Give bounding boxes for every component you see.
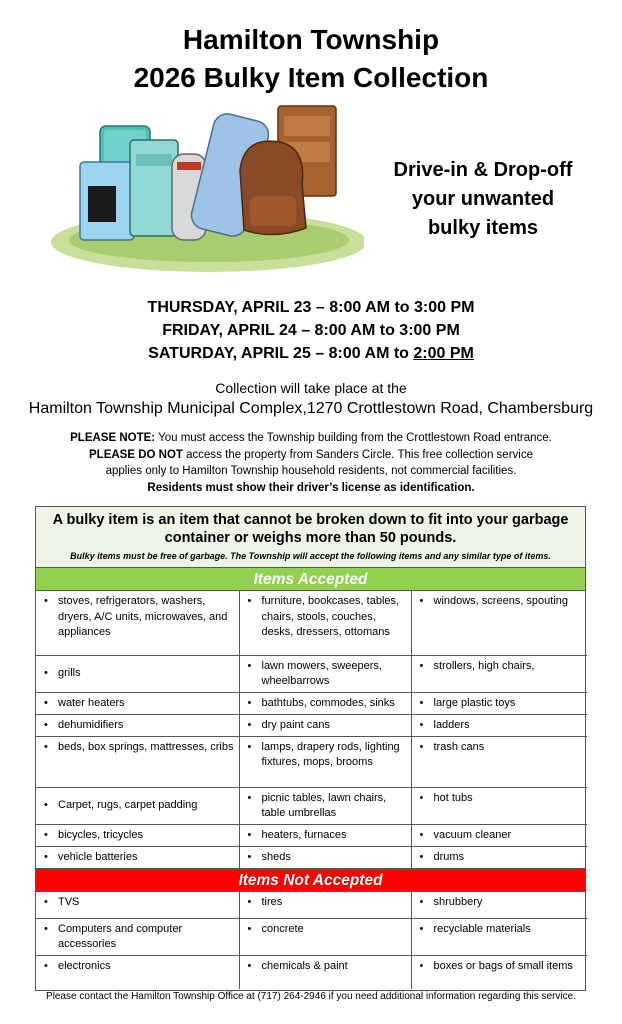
bullet-icon: • (419, 850, 424, 863)
item-text: ladders (433, 718, 470, 731)
list-item (36, 714, 239, 736)
items-box (35, 506, 586, 991)
notice-label-2: PLEASE DO NOT (89, 448, 183, 461)
notice-line-4: Residents must show their driver’s license as identification. (147, 481, 475, 494)
item-text: windows, screens, spouting (433, 595, 569, 607)
list-item (239, 918, 411, 955)
list-item (239, 655, 411, 692)
table-row (36, 787, 587, 824)
bullet-icon: • (247, 850, 252, 863)
list-item (239, 787, 411, 824)
bullet-icon: • (419, 718, 424, 731)
item-text: furniture, bookcases, tables, chairs, stools, couches, desks, dressers, ottomans (261, 595, 400, 638)
list-item (239, 736, 411, 787)
notice-line-3: applies only to Hamilton Township household residents, not commercial facilities. (105, 465, 517, 477)
item-text: boxes or bags of small items (433, 959, 573, 972)
list-item (239, 846, 411, 868)
bullet-icon: • (247, 828, 252, 841)
list-item (36, 692, 239, 714)
table-row (36, 655, 587, 692)
list-item (411, 736, 587, 787)
list-item (411, 824, 587, 846)
notice-text-1: You must access the Township building from the Crottlestown Road entrance. (155, 432, 552, 444)
item-text: chemicals & paint (261, 959, 348, 972)
item-text: bicycles, tricycles (58, 828, 143, 841)
item-text: electronics (58, 959, 111, 972)
table-row (36, 918, 587, 955)
page-subtitle: 2026 Bulky Item Collection (133, 62, 489, 93)
list-item (36, 736, 239, 787)
bullet-icon: • (44, 718, 48, 731)
bullet-icon: • (247, 696, 252, 709)
item-text: tires (261, 896, 283, 908)
item-text: stoves, refrigerators, washers, dryers, A/C units, microwaves, and appliances (58, 595, 228, 638)
bullet-icon: • (419, 896, 424, 908)
item-text: hot tubs (433, 791, 473, 804)
dropoff-line-3: bulky items (427, 217, 539, 239)
definition-sub: Bulky items must be free of garbage. The Township will accept the following items and any similar type of items. (70, 551, 551, 561)
bullet-icon: • (44, 828, 48, 841)
list-item (411, 955, 587, 989)
list-item (36, 955, 239, 989)
item-text: shrubbery (433, 896, 483, 908)
bullet-icon: • (419, 922, 424, 935)
definition-main: A bulky item is an item that cannot be broken down to fit into your garbage container or weighs more than 50 pounds. (52, 512, 569, 546)
date-friday: FRIDAY, APRIL 24 – 8:00 AM to 3:00 PM (162, 322, 460, 339)
list-item (411, 892, 587, 918)
table-row (36, 692, 587, 714)
list-item (36, 824, 239, 846)
bullet-icon: • (419, 959, 424, 972)
list-item (239, 955, 411, 989)
item-text: heaters, furnaces (261, 828, 347, 841)
contact-footer: Please contact the Hamilton Township Office at (717) 264-2946 if you need additional information regarding this service. (46, 991, 576, 1002)
list-item (411, 787, 587, 824)
bullet-icon: • (44, 959, 48, 972)
table-row (36, 591, 587, 655)
item-text: beds, box springs, mattresses, cribs (58, 740, 234, 753)
list-item (36, 918, 239, 955)
list-item (36, 655, 239, 692)
accepted-table (36, 591, 587, 868)
list-item (36, 591, 239, 655)
bullet-icon: • (44, 740, 48, 753)
bullet-icon: • (247, 896, 252, 908)
bullet-icon: • (419, 740, 424, 753)
list-item (411, 591, 587, 655)
list-item (239, 692, 411, 714)
item-text: dry paint cans (261, 718, 330, 731)
item-text: bathtubs, commodes, sinks (261, 696, 395, 709)
location-address: Hamilton Township Municipal Complex,1270 Crottlestown Road, Chambersburg (28, 400, 594, 417)
table-row (36, 736, 587, 787)
list-item (36, 846, 239, 868)
page-title: Hamilton Township (182, 24, 440, 55)
bullet-icon: • (44, 667, 48, 680)
date-saturday (0, 342, 622, 365)
bullet-icon: • (419, 828, 424, 841)
item-text: Carpet, rugs, carpet padding (58, 799, 198, 812)
dropoff-callout (368, 156, 598, 243)
item-text: drums (433, 850, 465, 863)
date-thursday: THURSDAY, APRIL 23 – 8:00 AM to 3:00 PM (147, 299, 475, 316)
item-text: sheds (261, 850, 291, 863)
bullet-icon: • (44, 696, 48, 709)
item-text: trash cans (433, 740, 485, 753)
list-item (239, 824, 411, 846)
bullet-icon: • (247, 922, 252, 935)
item-text: lamps, drapery rods, lighting fixtures, mops, brooms (261, 740, 400, 768)
location-intro: Collection will take place at the (215, 380, 407, 396)
collection-dates (0, 296, 622, 365)
list-item (411, 846, 587, 868)
item-text: vehicle batteries (58, 851, 138, 863)
item-text: grills (58, 667, 81, 680)
notice-block (20, 430, 602, 496)
bullet-icon: • (44, 851, 48, 863)
item-text: strollers, high chairs, (433, 659, 535, 672)
notice-line-1 (20, 430, 602, 447)
item-text: Computers and computer accessories (58, 922, 183, 950)
table-row (36, 714, 587, 736)
list-item (239, 714, 411, 736)
item-text: picnic tables, lawn chairs, table umbrellas (261, 791, 387, 819)
not-accepted-header: Items Not Accepted (36, 868, 585, 892)
notice-line-2 (20, 447, 602, 464)
item-text: large plastic toys (433, 696, 516, 709)
bullet-icon: • (247, 959, 252, 972)
bullet-icon: • (247, 718, 252, 731)
date-saturday-start: SATURDAY, APRIL 25 – 8:00 AM to (148, 345, 414, 362)
item-text: lawn mowers, sweepers, wheelbarrows (261, 659, 382, 687)
date-saturday-end: 2:00 PM (413, 345, 474, 362)
list-item (36, 787, 239, 824)
bulky-definition (36, 507, 585, 567)
item-text: dehumidifiers (58, 718, 124, 731)
list-item (239, 892, 411, 918)
table-row (36, 892, 587, 918)
notice-label-1: PLEASE NOTE: (70, 432, 156, 444)
list-item (36, 892, 239, 918)
accepted-header: Items Accepted (36, 567, 585, 591)
bullet-icon: • (44, 799, 48, 812)
list-item (411, 714, 587, 736)
item-text: TVS (58, 896, 80, 908)
dropoff-line-1: Drive-in & Drop-off (393, 159, 573, 181)
table-row (36, 846, 587, 868)
item-text: concrete (261, 922, 304, 935)
list-item (239, 591, 411, 655)
table-row (36, 955, 587, 989)
bullet-icon: • (44, 595, 48, 607)
bulky-items-illustration (44, 100, 364, 278)
not-accepted-table (36, 892, 587, 989)
bullet-icon: • (247, 740, 252, 753)
item-text: recyclable materials (433, 922, 531, 935)
item-text: water heaters (58, 696, 125, 709)
table-row (36, 824, 587, 846)
bullet-icon: • (419, 696, 424, 709)
bullet-icon: • (44, 896, 48, 908)
list-item (411, 692, 587, 714)
bullet-icon: • (247, 791, 252, 804)
item-text: vacuum cleaner (433, 828, 512, 841)
bullet-icon: • (419, 659, 424, 672)
dropoff-line-2: your unwanted (411, 188, 555, 210)
list-item (411, 655, 587, 692)
bullet-icon: • (44, 922, 48, 935)
bullet-icon: • (419, 595, 424, 607)
list-item (411, 918, 587, 955)
bullet-icon: • (419, 791, 424, 804)
bullet-icon: • (247, 659, 252, 672)
notice-text-2: access the property from Sanders Circle. This free collection service (182, 448, 533, 461)
bullet-icon: • (247, 595, 252, 607)
